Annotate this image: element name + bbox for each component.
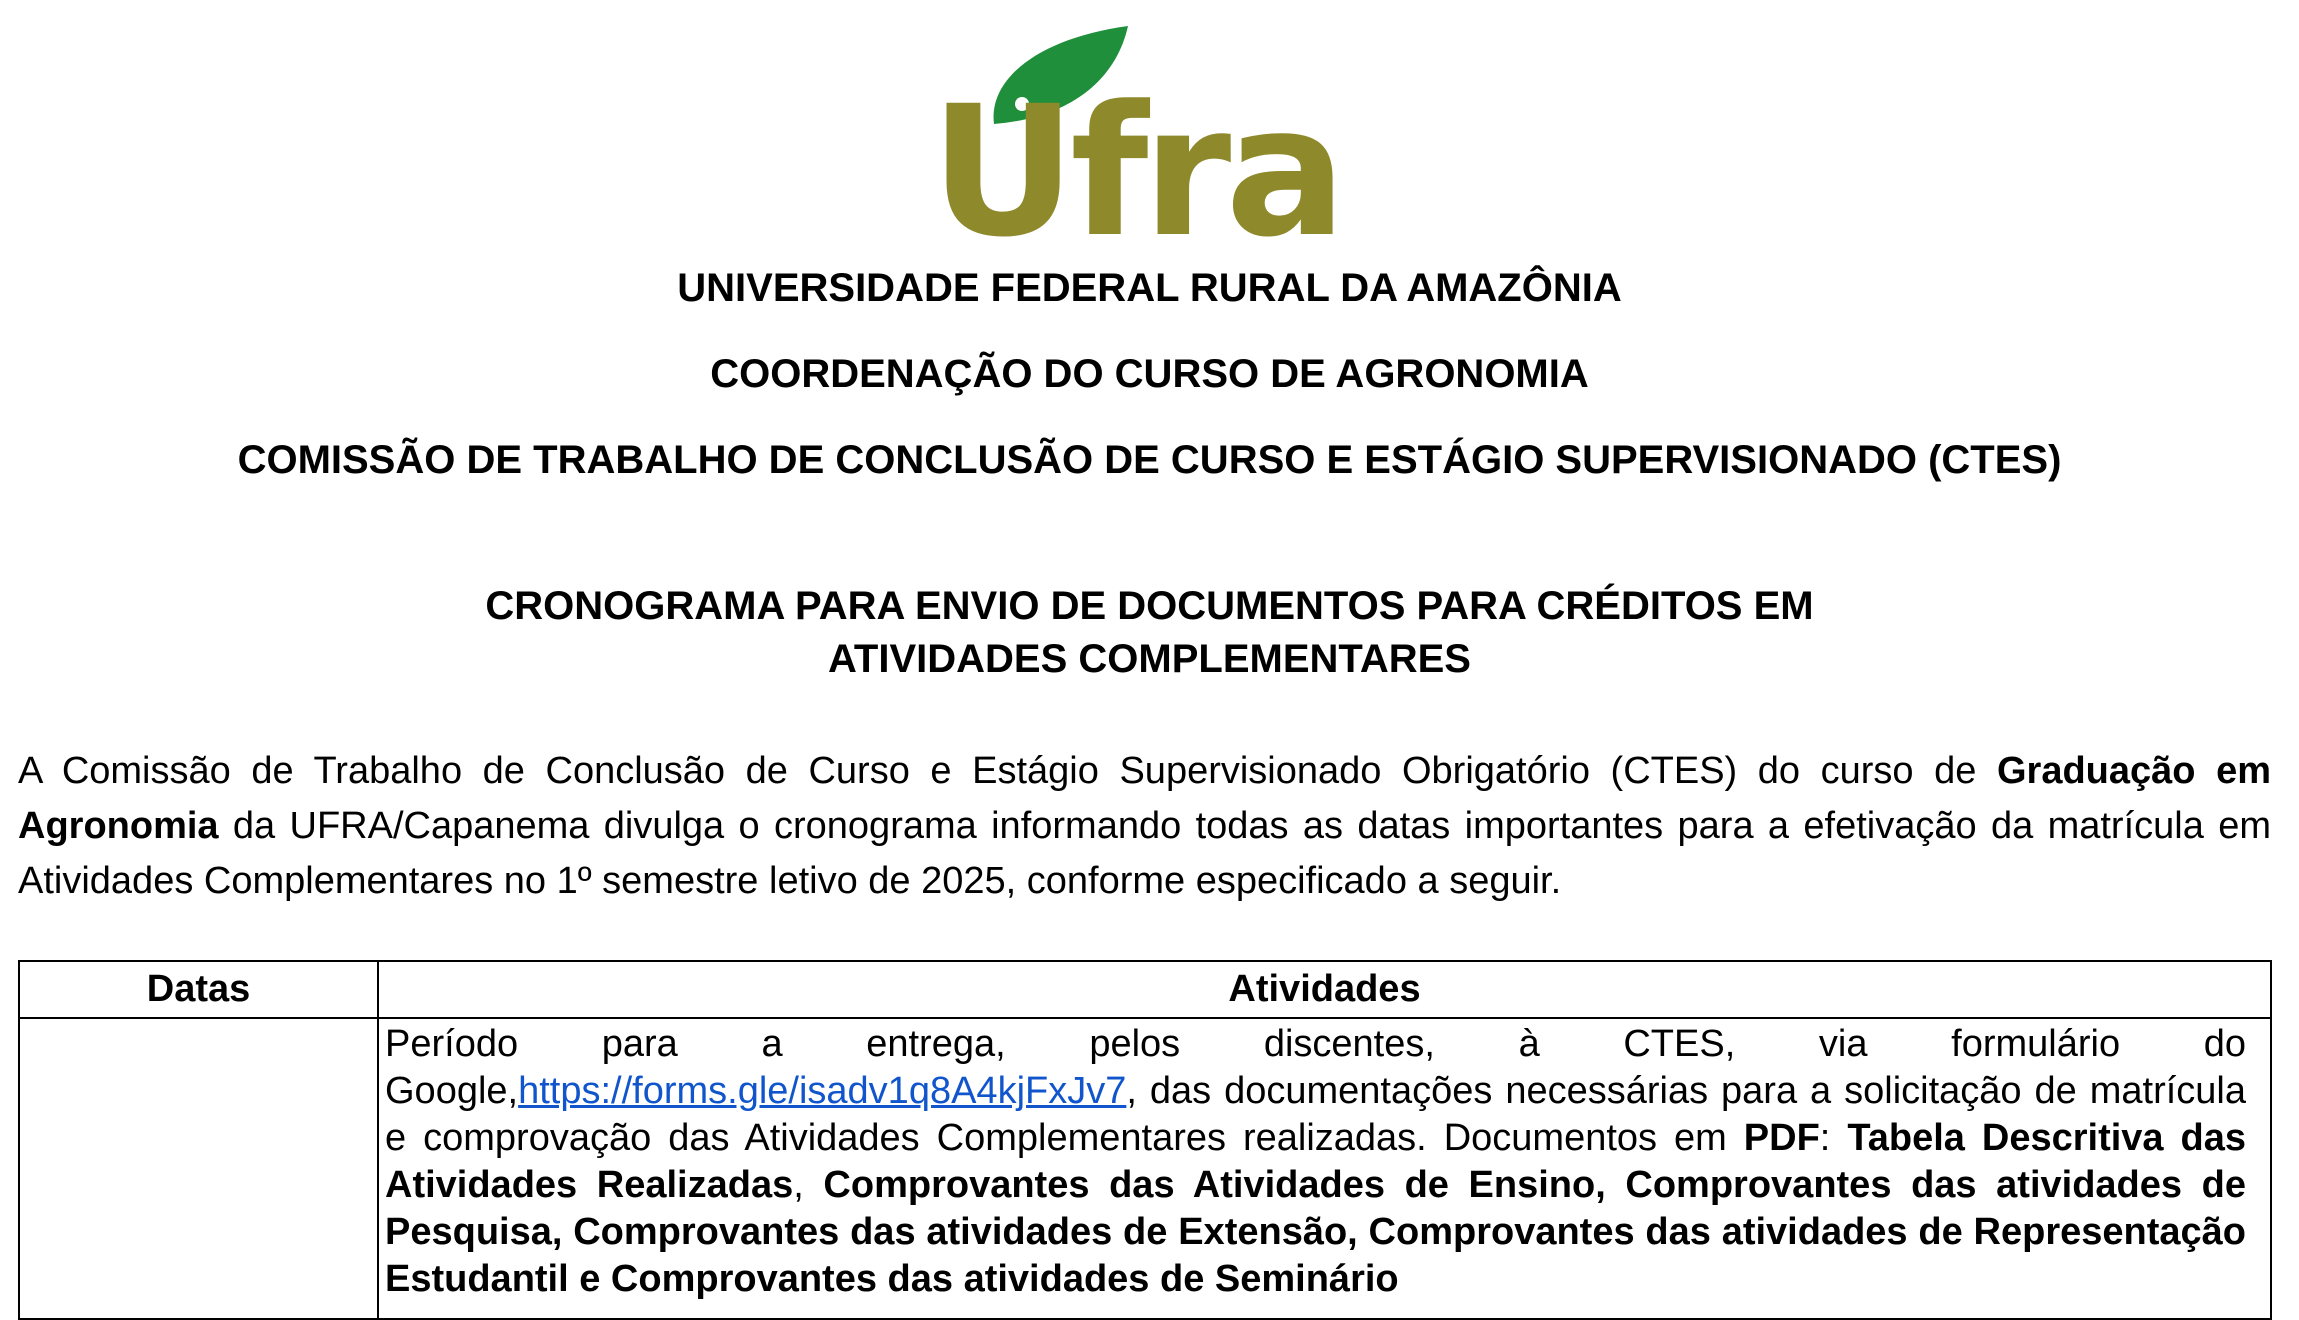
ufra-logo <box>930 22 1370 240</box>
schedule-table <box>18 960 2272 1320</box>
intro-course-name: Graduação em Agronomia <box>18 750 2272 847</box>
header-activities: Atividades <box>1228 968 1421 1010</box>
activity-text-3: : <box>1819 1117 1848 1159</box>
intro-paragraph <box>18 744 2271 909</box>
commission-name: COMISSÃO DE TRABALHO DE CONCLUSÃO DE CURSO E ESTÁGIO SUPERVISIONADO (CTES) <box>237 438 2062 482</box>
document-title-line1: CRONOGRAMA PARA ENVIO DE DOCUMENTOS PARA CRÉDITOS EM <box>485 584 1814 628</box>
activity-bold-proofs: Comprovantes das Atividades de Ensino, Comprovantes das atividades de Pesquisa, Comprovantes das atividades de Extensão, Comprovantes das atividades de Representação Estudantil e Comprovantes das atividades de Seminário <box>385 1164 2246 1300</box>
activity-cell <box>385 1021 2246 1303</box>
activity-text-2: , das documentações necessárias para a solicitação de matrícula e comprovação das Atividades Complementares realizadas. Documentos em <box>385 1070 2246 1159</box>
activity-text-4: , <box>793 1164 824 1206</box>
university-name: UNIVERSIDADE FEDERAL RURAL DA AMAZÔNIA <box>677 266 1622 310</box>
intro-text-1: A Comissão de Trabalho de Conclusão de Curso e Estágio Supervisionado Obrigatório (CTES) do curso de <box>18 750 1997 792</box>
intro-text-2: da UFRA/Capanema divulga o cronograma informando todas as datas importantes para a efetivação da matrícula em Atividades Complementares no 1º semestre letivo de 2025, conforme especificado a seguir. <box>18 805 2271 902</box>
header-divider <box>20 1017 2270 1019</box>
activity-bold-pdf: PDF <box>1743 1117 1820 1159</box>
document-title <box>0 580 2299 686</box>
google-form-link[interactable]: https://forms.gle/isadv1q8A4kjFxJv7 <box>518 1070 1127 1112</box>
svg-text:Ufra: Ufra <box>930 68 1341 240</box>
activity-bold-table: Tabela Descritiva das Atividades Realizadas <box>385 1117 2247 1206</box>
header-dates: Datas <box>146 968 251 1010</box>
activity-text-1: Período para a entrega, pelos discentes, à CTES, via formulário do Google, <box>385 1023 2246 1112</box>
coordination-name: COORDENAÇÃO DO CURSO DE AGRONOMIA <box>710 352 1589 396</box>
document-title-line2: ATIVIDADES COMPLEMENTARES <box>828 637 1471 681</box>
ufra-logo-icon <box>930 22 1370 240</box>
